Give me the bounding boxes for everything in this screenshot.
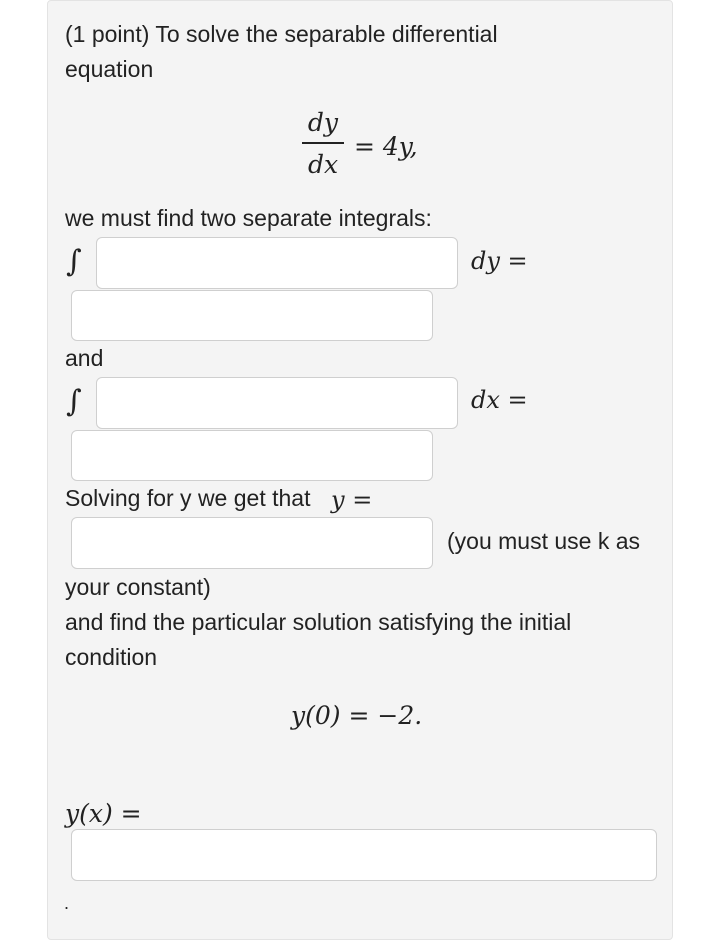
integral-symbol-2: ∫ [66,384,82,419]
particular-line1: and find the particular solution satisfying the initial [65,609,572,635]
second-differential: dx = [471,386,528,414]
particular-line2: condition [65,644,158,670]
constant-note-part1: (you must use k as [447,528,641,554]
first-integral-result-input[interactable] [71,290,433,341]
particular-solution-input[interactable] [71,829,657,881]
initial-condition: y(0) = −2. [291,701,423,730]
first-differential: dy = [471,247,528,275]
fraction-numerator: dy [307,108,339,137]
general-solution-input[interactable] [71,517,433,569]
integrals-prompt: we must find two separate integrals: [65,205,432,231]
solving-prefix: Solving for y we get that [65,485,311,511]
second-integrand-input[interactable] [96,377,458,429]
and-label: and [65,345,104,371]
equation-rhs: = 4y, [354,132,418,161]
integral-symbol-1: ∫ [66,244,82,279]
constant-note-part2: your constant) [65,574,211,600]
problem-intro-line2: equation [65,56,154,82]
trailing-mark: . [64,893,70,913]
second-integral-result-input[interactable] [71,430,433,481]
fraction-denominator: dx [307,150,339,179]
answer-label: y(x) = [65,799,142,828]
first-integrand-input[interactable] [96,237,458,289]
fraction-bar [302,142,344,144]
derivative-fraction [302,108,344,180]
problem-intro-line1: (1 point) To solve the separable differential [65,21,498,47]
solving-math: y = [331,486,373,514]
